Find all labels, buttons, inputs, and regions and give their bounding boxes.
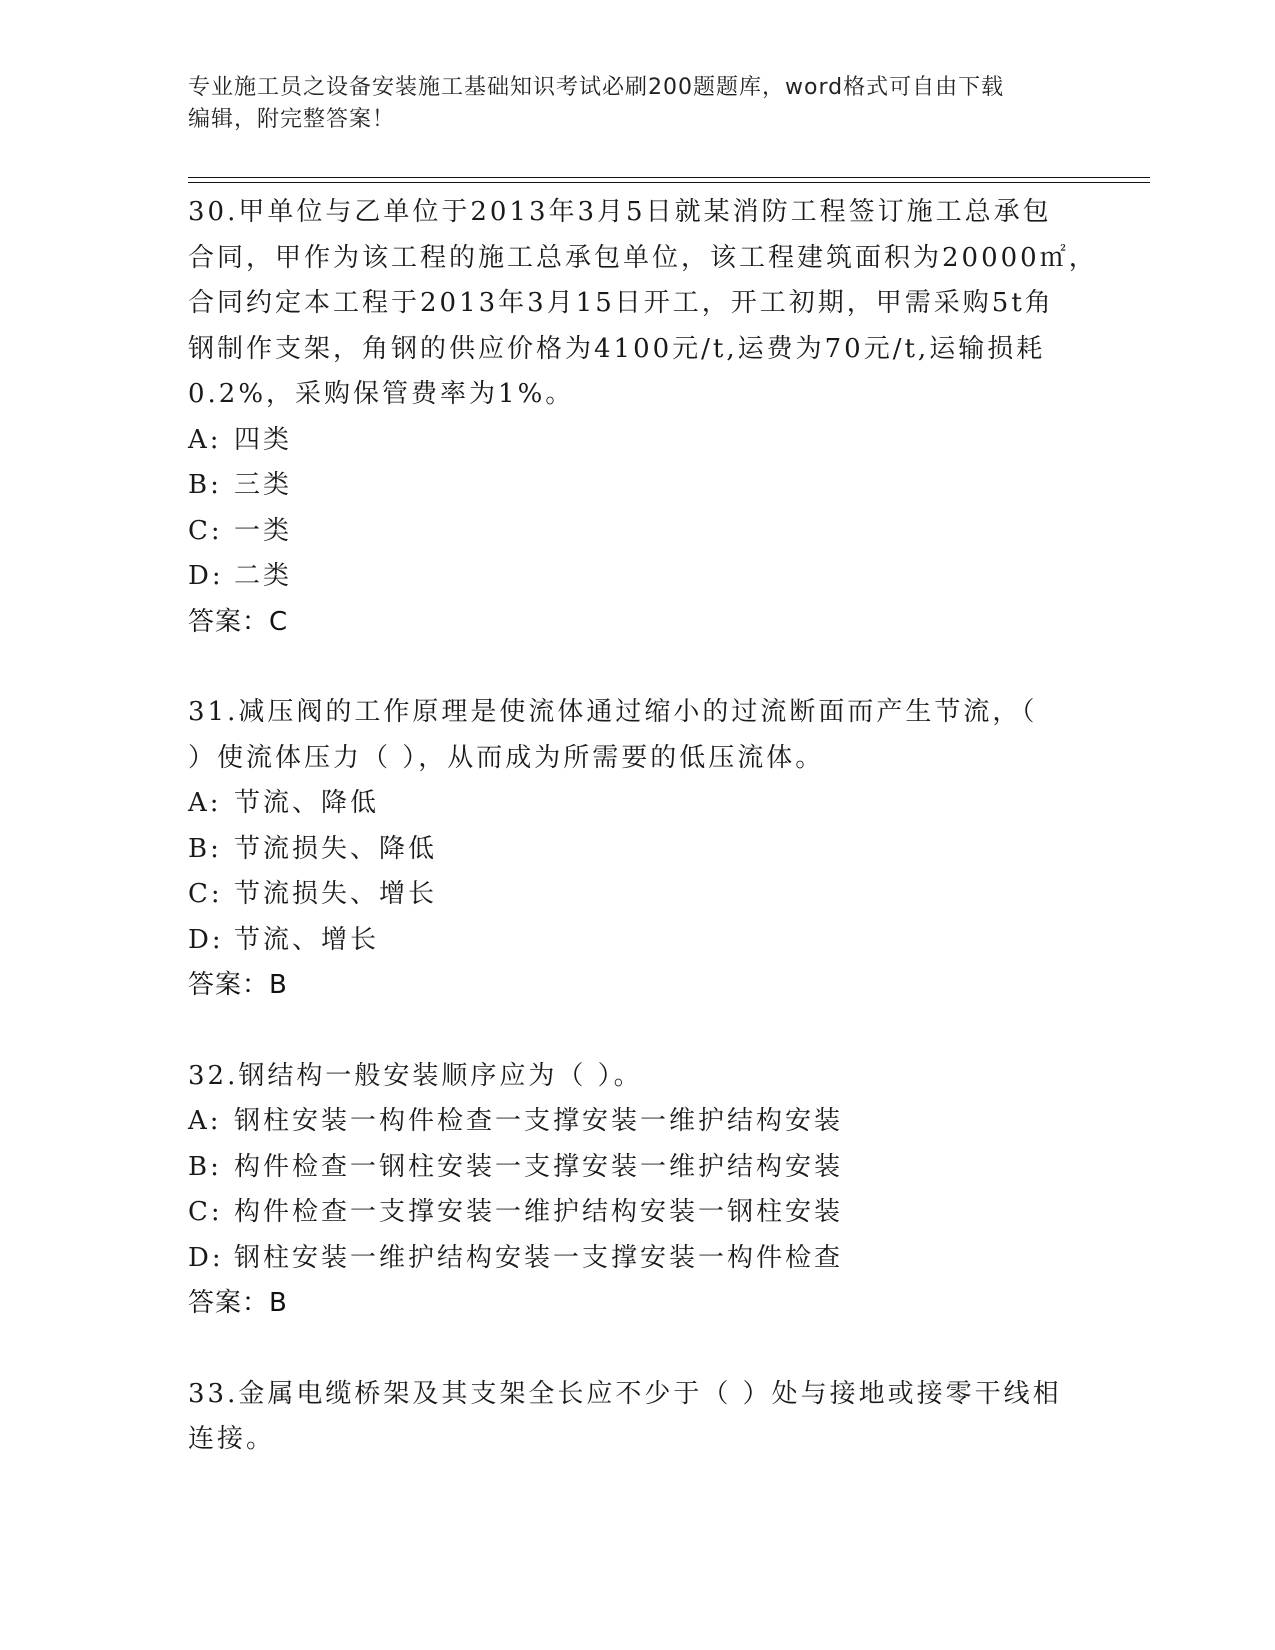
option-c [188, 872, 1088, 918]
header-title-line-1: 专业施工员之设备安装施工基础知识考试必刷200题题库，word格式可自由下载 [188, 75, 1005, 100]
option-label: B: [188, 833, 222, 864]
option-label: B: [188, 470, 222, 500]
question-33 [188, 1372, 1088, 1463]
option-text: 节流、降低 [234, 788, 380, 818]
document-header [188, 72, 1068, 136]
option-text: 节流、增长 [234, 924, 380, 955]
stem-line: 连接。 [188, 1424, 276, 1454]
stem-line: 32.钢结构一般安装顺序应为（ ）。 [188, 1060, 643, 1091]
option-d [188, 1236, 1088, 1282]
option-text: 钢柱安装一构件检查一支撑安装一维护结构安装 [234, 1106, 844, 1136]
option-text: 四类 [234, 424, 293, 455]
question-30 [188, 190, 1098, 645]
option-text: 构件检查一支撑安装一维护结构安装一钢柱安装 [234, 1197, 844, 1227]
question-31 [188, 690, 1088, 1009]
option-a [188, 418, 1088, 464]
stem-line: ）使流体压力（ ），从而成为所需要的低压流体。 [188, 742, 825, 773]
option-label: A: [188, 788, 222, 818]
option-d [188, 918, 1088, 964]
option-b [188, 1145, 1088, 1191]
option-label: A: [188, 1106, 222, 1136]
question-stem [188, 1054, 1088, 1100]
option-text: 钢柱安装一维护结构安装一支撑安装一构件检查 [234, 1242, 844, 1273]
question-stem [188, 190, 1098, 418]
stem-line: 30.甲单位与乙单位于2013年3月5日就某消防工程签订施工总承包 [188, 197, 1052, 227]
option-text: 节流损失、增长 [234, 879, 438, 909]
option-b [188, 827, 1088, 873]
option-c [188, 509, 1088, 555]
spacer [188, 645, 1088, 690]
answer-line: 答案：B [188, 1288, 288, 1318]
option-text: 一类 [234, 515, 293, 546]
option-c [188, 1190, 1088, 1236]
question-32 [188, 1054, 1088, 1327]
answer-line: 答案：B [188, 970, 288, 1000]
option-a [188, 781, 1088, 827]
header-divider-bottom [188, 182, 1150, 183]
stem-line: 合同约定本工程于2013年3月15日开工，开工初期，甲需采购5t角 [188, 288, 1054, 318]
stem-line: 合同，甲作为该工程的施工总承包单位，该工程建筑面积为20000㎡， [188, 242, 1098, 273]
option-a [188, 1099, 1088, 1145]
spacer [188, 1327, 1088, 1372]
question-stem [188, 690, 1088, 781]
stem-line: 33.金属电缆桥架及其支架全长应不少于（ ）处与接地或接零干线相 [188, 1378, 1062, 1409]
option-label: C: [188, 515, 223, 546]
option-label: C: [188, 1197, 223, 1227]
stem-line: 0.2%，采购保管费率为1%。 [188, 379, 575, 409]
question-list [188, 190, 1098, 1463]
option-text: 三类 [234, 470, 293, 500]
option-label: D: [188, 924, 224, 955]
option-b [188, 463, 1088, 509]
header-divider-top [188, 177, 1150, 178]
header-title-line-2: 编辑，附完整答案！ [188, 107, 396, 132]
question-stem [188, 1372, 1088, 1463]
spacer [188, 1009, 1088, 1054]
option-d [188, 554, 1088, 600]
stem-line: 31.减压阀的工作原理是使流体通过缩小的过流断面而产生节流，（ [188, 697, 1038, 727]
option-label: B: [188, 1151, 222, 1182]
option-label: D: [188, 561, 224, 591]
option-label: A: [188, 424, 222, 455]
option-text: 节流损失、降低 [234, 833, 438, 864]
option-label: C: [188, 879, 223, 909]
option-text: 二类 [234, 561, 293, 591]
answer-line: 答案：C [188, 606, 289, 637]
option-label: D: [188, 1242, 224, 1273]
option-text: 构件检查一钢柱安装一支撑安装一维护结构安装 [234, 1151, 844, 1182]
stem-line: 钢制作支架，角钢的供应价格为4100元/t,运费为70元/t,运输损耗 [188, 333, 1046, 364]
